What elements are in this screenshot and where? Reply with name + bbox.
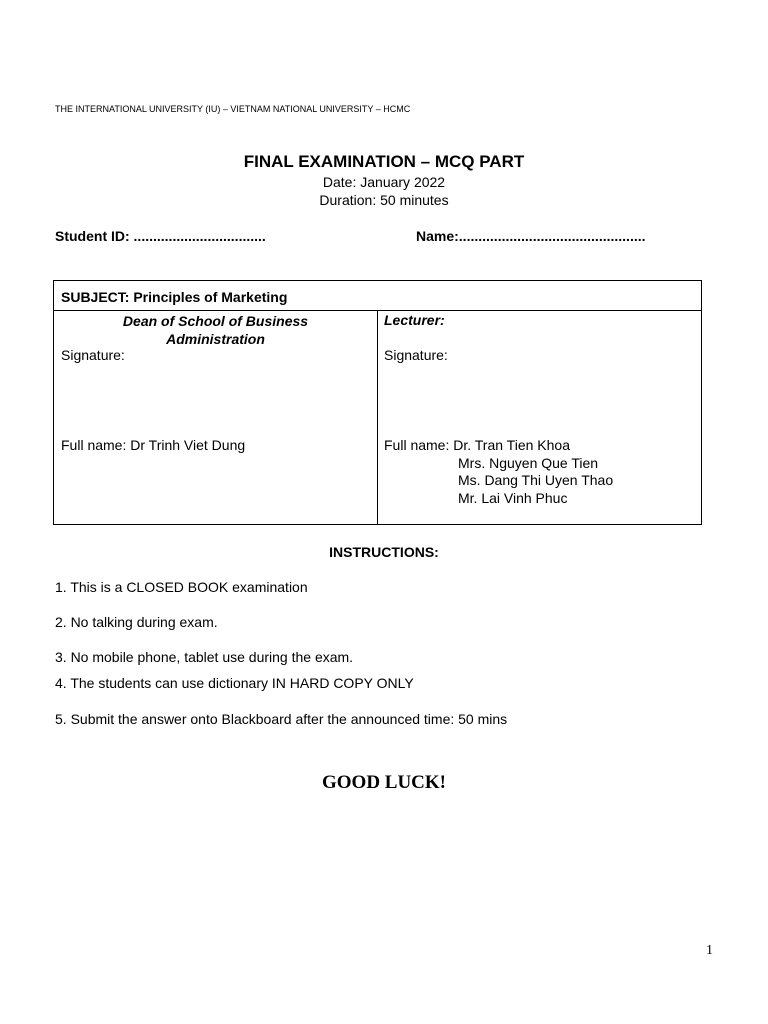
subject-row: [54, 281, 701, 311]
subject-label: SUBJECT: Principles of Marketing: [61, 289, 288, 305]
page-number: 1: [706, 943, 713, 958]
university-header: THE INTERNATIONAL UNIVERSITY (IU) – VIETNAM NATIONAL UNIVERSITY – HCMC: [55, 104, 411, 114]
student-name-field: Name:................................................: [416, 228, 646, 244]
lecturer-fullname: Full name: Dr. Tran Tien Khoa: [384, 437, 570, 453]
exam-duration: Duration: 50 minutes: [319, 192, 449, 208]
instructions-heading: INSTRUCTIONS:: [329, 544, 439, 560]
good-luck-message: GOOD LUCK!: [321, 772, 447, 793]
additional-lecturers: [458, 437, 613, 507]
exam-title: FINAL EXAMINATION – MCQ PART: [243, 152, 525, 171]
column-divider: [377, 311, 378, 524]
instruction-item: 3. No mobile phone, tablet use during the exam.: [55, 649, 354, 665]
dean-fullname: Full name: Dr Trinh Viet Dung: [61, 437, 246, 453]
exam-date: Date: January 2022: [322, 174, 446, 190]
lecturer-name: Mrs. Nguyen Que Tien: [458, 454, 599, 471]
lecturer-name: Ms. Dang Thi Uyen Thao: [458, 472, 614, 488]
dean-title: [54, 312, 377, 348]
student-id-field: Student ID: ..................................: [55, 228, 266, 244]
instruction-item: 5. Submit the answer onto Blackboard after the announced time: 50 mins: [55, 711, 508, 727]
dean-signature-label: Signature:: [61, 347, 125, 363]
lecturer-name: Mr. Lai Vinh Phuc: [458, 489, 568, 506]
lecturer-signature-label: Signature:: [384, 347, 448, 363]
instruction-item: 2. No talking during exam.: [55, 614, 218, 630]
instruction-item: 1. This is a CLOSED BOOK examination: [55, 579, 308, 595]
instruction-item: 4. The students can use dictionary IN HARD COPY ONLY: [55, 675, 414, 691]
dean-title-line2: Administration: [166, 331, 265, 347]
lecturer-title: Lecturer:: [384, 312, 445, 328]
signature-table: [53, 280, 702, 525]
dean-title-line1: Dean of School of Business: [122, 313, 309, 329]
